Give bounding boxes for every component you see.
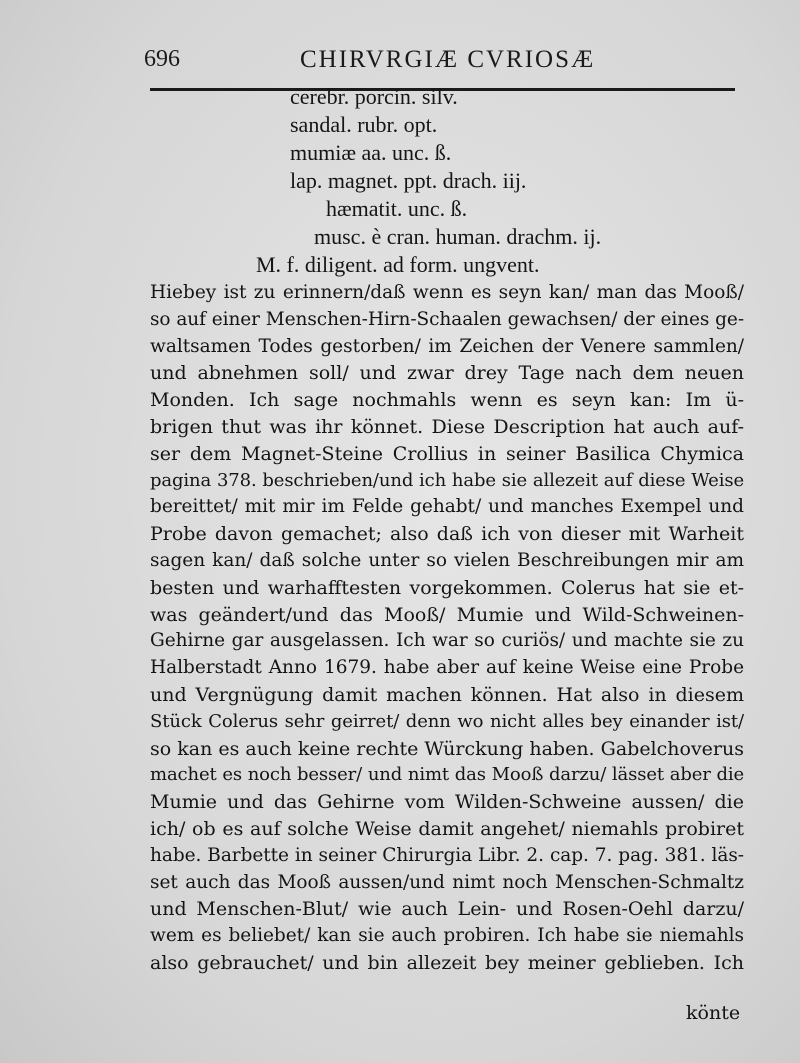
recipe-block — [150, 83, 750, 279]
recipe-line: lap. magnet. ppt. drach. iij. — [290, 168, 527, 193]
text-line: und Menschen-Blut/ wie auch Lein- und Rosen-Oehl darzu/ — [150, 898, 744, 921]
text-line: ich/ ob es auf solche Weise damit angehet/ niemahls probiret — [150, 817, 744, 840]
text-line: Halberstadt Anno 1679. habe aber auf keine Weise eine Probe — [150, 657, 744, 679]
text-line: also gebrauchet/ und bin allezeit bey meiner geblieben. Ich — [150, 951, 744, 974]
recipe-line: mumiæ aa. unc. ß. — [290, 140, 452, 165]
text-line: Stück Colerus sehr geirret/ denn wo nicht alles bey einander ist/ — [150, 710, 744, 732]
text-line: Hiebey ist zu erinnern/daß wenn es seyn kan/ man das Mooß/ — [150, 282, 744, 303]
text-line: so auf einer Menschen-Hirn-Schaalen gewachsen/ der eines ge- — [150, 308, 744, 330]
text-line: machet es noch besser/ und nimt das Mooß darzu/ lässet aber die — [150, 764, 744, 786]
text-line: Gehirne gar ausgelassen. Ich war so curiös/ und machte sie zu — [150, 630, 744, 652]
running-head: CHIRVRGIÆ CVRIOSÆ — [300, 46, 596, 73]
text-line: ser dem Magnet-Steine Crollius in seiner Basilica Chymica — [150, 442, 744, 465]
page-number: 696 — [144, 46, 180, 72]
text-line: wem es beliebet/ kan sie auch probiren. Ich habe sie niemahls — [150, 925, 744, 947]
text-line: besten und warhafftesten vorgekommen. Colerus hat sie et- — [150, 576, 744, 599]
text-line: set auch das Mooß aussen/und nimt noch Menschen-Schmaltz — [150, 871, 744, 893]
text-line: habe. Barbette in seiner Chirurgia Libr. 2. cap. 7. pag. 381. läs- — [150, 844, 744, 866]
text-line: waltsamen Todes gestorben/ im Zeichen der Venere sammlen/ — [150, 335, 744, 357]
text-line: brigen thut was ihr könnet. Diese Description hat auch auf- — [150, 415, 744, 438]
text-line: bereittet/ mit mir im Felde gehabt/ und manches Exempel und — [150, 496, 744, 518]
recipe-line: M. f. diligent. ad form. ungvent. — [256, 252, 540, 277]
catchword: könte — [686, 1002, 741, 1024]
text-line: Monden. Ich sage nochmahls wenn es seyn kan: Im ü- — [150, 389, 744, 412]
recipe-line: cerebr. porcin. silv. — [290, 84, 458, 109]
recipe-line: hæmatit. unc. ß. — [326, 196, 468, 221]
text-line: Mumie und das Gehirne vom Wilden-Schweine aussen/ die — [150, 791, 744, 814]
body-text — [150, 280, 744, 977]
text-line: Probe davon gemachet; also daß ich von dieser mit Warheit — [150, 523, 744, 546]
text-line: was geändert/und das Mooß/ Mumie und Wild-Schweinen- — [150, 603, 744, 626]
text-line: sagen kan/ daß solche unter so vielen Beschreibungen mir am — [150, 549, 744, 571]
text-line: so kan es auch keine rechte Würckung haben. Gabelchoverus — [150, 737, 744, 760]
text-line: pagina 378. beschrieben/und ich habe sie allezeit auf diese Weise — [150, 469, 744, 491]
text-line: und Vergnügung damit machen können. Hat also in diesem — [150, 683, 744, 706]
text-line: und abnehmen soll/ und zwar drey Tage nach dem neuen — [150, 362, 744, 385]
page-header — [140, 42, 740, 86]
recipe-line: sandal. rubr. opt. — [290, 112, 438, 137]
recipe-line: musc. è cran. human. drachm. ij. — [314, 224, 602, 249]
